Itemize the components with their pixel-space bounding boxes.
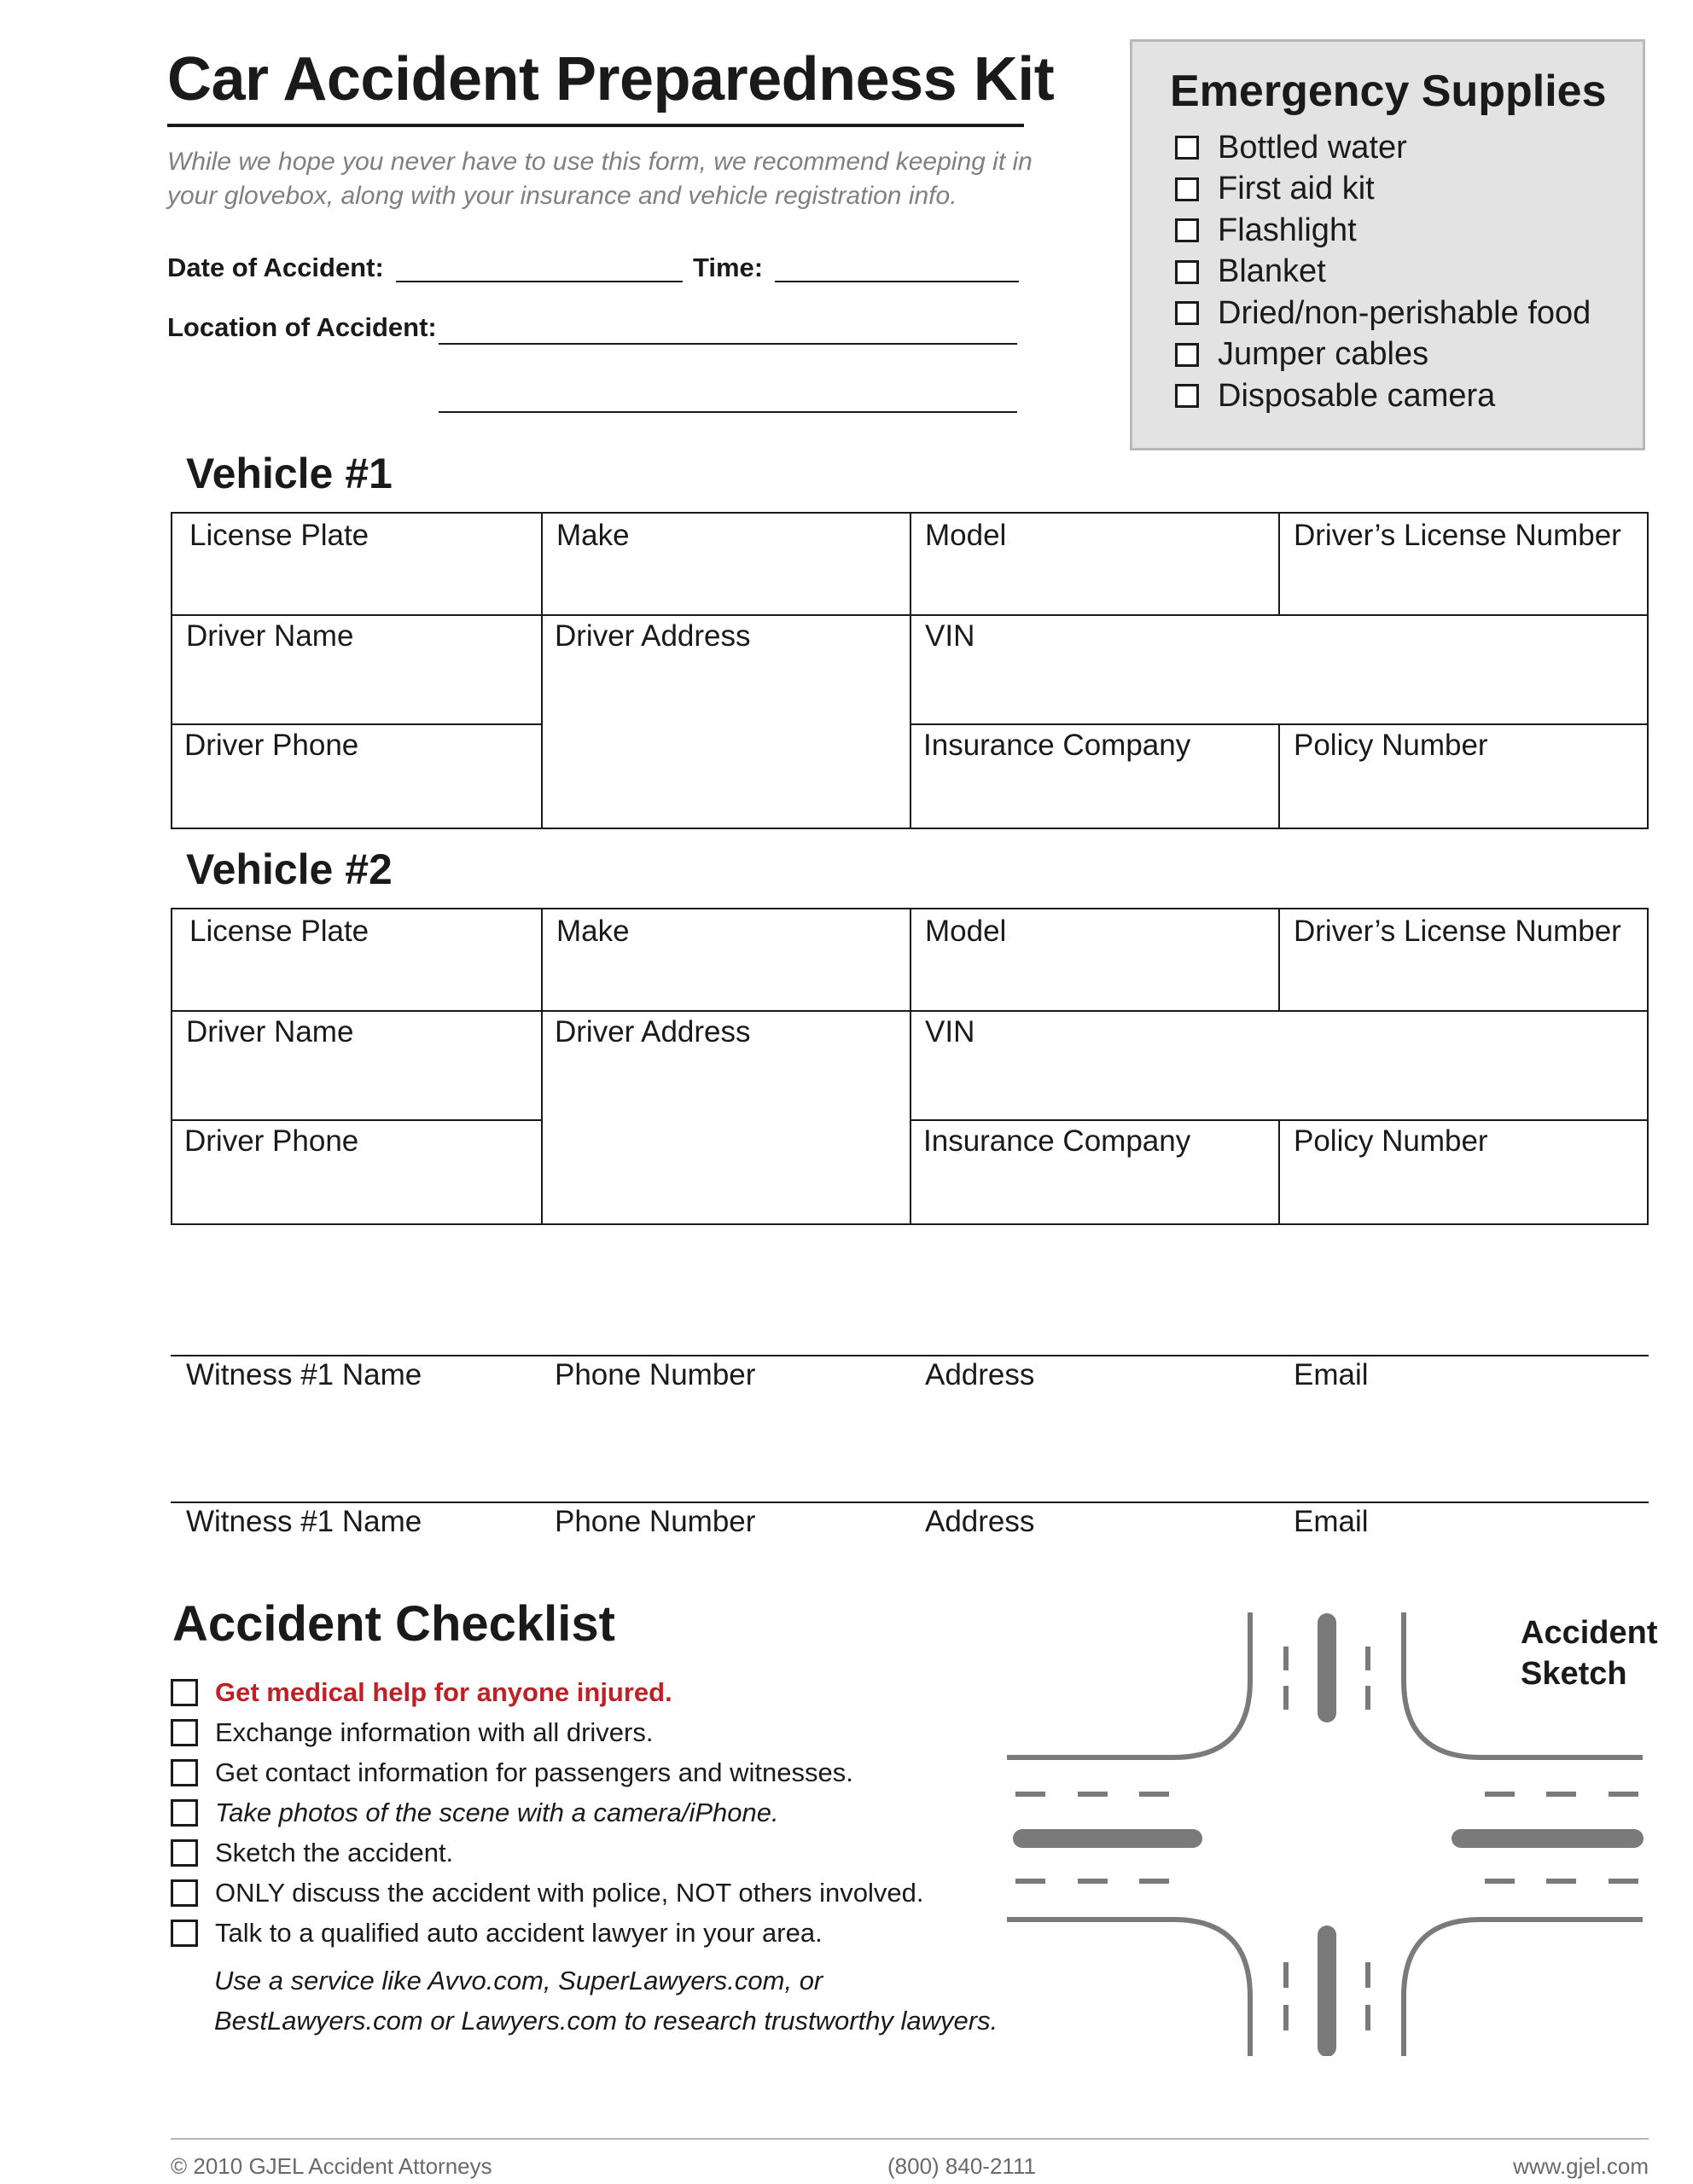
make-field[interactable]: Make <box>556 915 630 948</box>
witness-1-line[interactable] <box>171 1355 1649 1356</box>
table-divider <box>1278 909 1280 1010</box>
witness-address-label: Address <box>925 1358 1035 1391</box>
vehicle-2-table <box>171 908 1649 1225</box>
intro-line-1: While we hope you never have to use this form, we recommend keeping it in <box>167 148 1033 176</box>
checklist-item <box>171 1833 924 1873</box>
supply-checkbox[interactable] <box>1175 343 1199 367</box>
table-divider <box>1278 514 1280 614</box>
location-field-line-2[interactable] <box>439 411 1017 413</box>
vin-field[interactable]: VIN <box>925 1015 975 1048</box>
drivers-license-field[interactable]: Driver’s License Number <box>1294 915 1621 948</box>
supply-label: Blanket <box>1218 253 1326 290</box>
date-of-accident-label: Date of Accident: <box>167 253 384 282</box>
driver-address-field[interactable]: Driver Address <box>555 1015 751 1048</box>
intro-text <box>167 145 1038 213</box>
witness-email-label: Email <box>1294 1505 1369 1538</box>
supply-checkbox[interactable] <box>1175 136 1199 160</box>
checklist-label: Sketch the accident. <box>215 1837 454 1867</box>
table-divider <box>541 514 543 828</box>
footer-copyright: © 2010 GJEL Accident Attorneys <box>171 2153 492 2179</box>
supply-label: First aid kit <box>1218 171 1375 207</box>
license-plate-field[interactable]: License Plate <box>189 519 369 552</box>
supply-label: Flashlight <box>1218 212 1357 248</box>
witness-email-label: Email <box>1294 1358 1369 1391</box>
location-of-accident-label: Location of Accident: <box>167 312 437 342</box>
witness-name-label: Witness #1 Name <box>186 1358 422 1391</box>
road-curb-bottom-right <box>1404 1920 1643 2056</box>
checklist-label: Get contact information for passengers and witnesses. <box>215 1757 853 1787</box>
supply-item <box>1175 293 1591 334</box>
road-curb-bottom-left <box>1007 1920 1250 2056</box>
table-divider <box>172 723 541 725</box>
witness-phone-label: Phone Number <box>555 1505 756 1538</box>
table-divider <box>910 723 1649 725</box>
checklist-label: ONLY discuss the accident with police, NOT others involved. <box>215 1877 924 1908</box>
table-divider <box>910 1119 1649 1121</box>
license-plate-field[interactable]: License Plate <box>189 915 369 948</box>
driver-phone-field[interactable]: Driver Phone <box>184 729 359 762</box>
location-field-line-1[interactable] <box>439 343 1017 345</box>
checklist-checkbox[interactable] <box>171 1799 198 1827</box>
lawyer-research-note <box>214 1960 998 2041</box>
driver-phone-field[interactable]: Driver Phone <box>184 1124 359 1158</box>
supply-item <box>1175 375 1591 417</box>
intersection-sketch-diagram[interactable] <box>1007 1612 1658 2056</box>
checklist-item <box>171 1672 924 1712</box>
time-label: Time: <box>693 253 764 282</box>
supply-checkbox[interactable] <box>1175 384 1199 408</box>
supply-item <box>1175 252 1591 293</box>
driver-address-field[interactable]: Driver Address <box>555 619 751 653</box>
page-title: Car Accident Preparedness Kit <box>167 45 1055 113</box>
supply-label: Disposable camera <box>1218 377 1496 414</box>
table-divider <box>1278 1119 1280 1225</box>
checklist-label: Exchange information with all drivers. <box>215 1716 654 1747</box>
witness-phone-label: Phone Number <box>555 1358 756 1391</box>
vehicle-1-heading: Vehicle #1 <box>186 450 393 497</box>
table-divider <box>172 1010 1647 1012</box>
checklist-item <box>171 1752 924 1792</box>
supply-item <box>1175 334 1591 376</box>
supply-label: Bottled water <box>1218 129 1407 166</box>
emergency-supplies-box <box>1130 39 1645 450</box>
model-field[interactable]: Model <box>925 915 1007 948</box>
driver-name-field[interactable]: Driver Name <box>186 1015 354 1048</box>
vin-field[interactable]: VIN <box>925 619 975 653</box>
checklist-item <box>171 1913 924 1953</box>
table-divider <box>910 909 911 1223</box>
vehicle-1-table <box>171 512 1649 829</box>
supply-checkbox[interactable] <box>1175 177 1199 201</box>
insurance-company-field[interactable]: Insurance Company <box>923 1124 1191 1158</box>
table-divider <box>910 514 911 828</box>
checklist-label: Get medical help for anyone injured. <box>215 1676 672 1707</box>
supply-label: Jumper cables <box>1218 336 1429 373</box>
table-divider <box>1278 723 1280 829</box>
checklist-checkbox[interactable] <box>171 1719 198 1746</box>
footer-divider <box>171 2138 1649 2140</box>
policy-number-field[interactable]: Policy Number <box>1294 1124 1488 1158</box>
checklist-item <box>171 1712 924 1752</box>
checklist-checkbox[interactable] <box>171 1679 198 1706</box>
supply-checkbox[interactable] <box>1175 301 1199 325</box>
road-curb-top-left <box>1007 1612 1250 1757</box>
footer-website-link[interactable]: www.gjel.com <box>1513 2153 1649 2179</box>
time-field[interactable] <box>775 281 1019 282</box>
make-field[interactable]: Make <box>556 519 630 552</box>
witness-address-label: Address <box>925 1505 1035 1538</box>
checklist-checkbox[interactable] <box>171 1759 198 1786</box>
drivers-license-field[interactable]: Driver’s License Number <box>1294 519 1621 552</box>
checklist-item <box>171 1873 924 1913</box>
checklist-item <box>171 1792 924 1833</box>
title-underline <box>167 124 1024 127</box>
driver-name-field[interactable]: Driver Name <box>186 619 354 653</box>
note-line-1: Use a service like Avvo.com, SuperLawyers.com, or <box>214 1966 823 1995</box>
sketch-label-line-1: Accident <box>1521 1615 1658 1651</box>
intro-line-2: your glovebox, along with your insurance and vehicle registration info. <box>167 182 957 210</box>
emergency-supplies-title: Emergency Supplies <box>1170 67 1607 116</box>
checklist-checkbox[interactable] <box>171 1839 198 1867</box>
sketch-label-line-2: Sketch <box>1521 1656 1627 1692</box>
date-of-accident-field[interactable] <box>396 281 683 282</box>
table-divider <box>541 909 543 1223</box>
checklist-checkbox[interactable] <box>171 1879 198 1907</box>
vehicle-2-heading: Vehicle #2 <box>186 845 393 893</box>
note-line-2: BestLawyers.com or Lawyers.com to research trustworthy lawyers. <box>214 2006 998 2036</box>
table-divider <box>172 614 1647 616</box>
supply-checkbox[interactable] <box>1175 218 1199 242</box>
checklist-label: Talk to a qualified auto accident lawyer in your area. <box>215 1917 823 1948</box>
accident-checklist <box>171 1672 924 1953</box>
footer-phone: (800) 840-2111 <box>887 2153 1036 2179</box>
insurance-company-field[interactable]: Insurance Company <box>923 729 1191 762</box>
policy-number-field[interactable]: Policy Number <box>1294 729 1488 762</box>
witness-name-label: Witness #1 Name <box>186 1505 422 1538</box>
supply-item <box>1175 127 1591 169</box>
checklist-label: Take photos of the scene with a camera/iPhone. <box>215 1797 779 1827</box>
supply-label: Dried/non-perishable food <box>1218 294 1591 331</box>
emergency-supplies-list <box>1175 127 1591 417</box>
checklist-checkbox[interactable] <box>171 1920 198 1947</box>
supply-checkbox[interactable] <box>1175 260 1199 284</box>
witness-2-line[interactable] <box>171 1502 1649 1503</box>
supply-item <box>1175 169 1591 211</box>
model-field[interactable]: Model <box>925 519 1007 552</box>
accident-checklist-title: Accident Checklist <box>172 1596 615 1652</box>
supply-item <box>1175 210 1591 252</box>
road-curb-top-right <box>1404 1612 1643 1757</box>
table-divider <box>172 1119 541 1121</box>
